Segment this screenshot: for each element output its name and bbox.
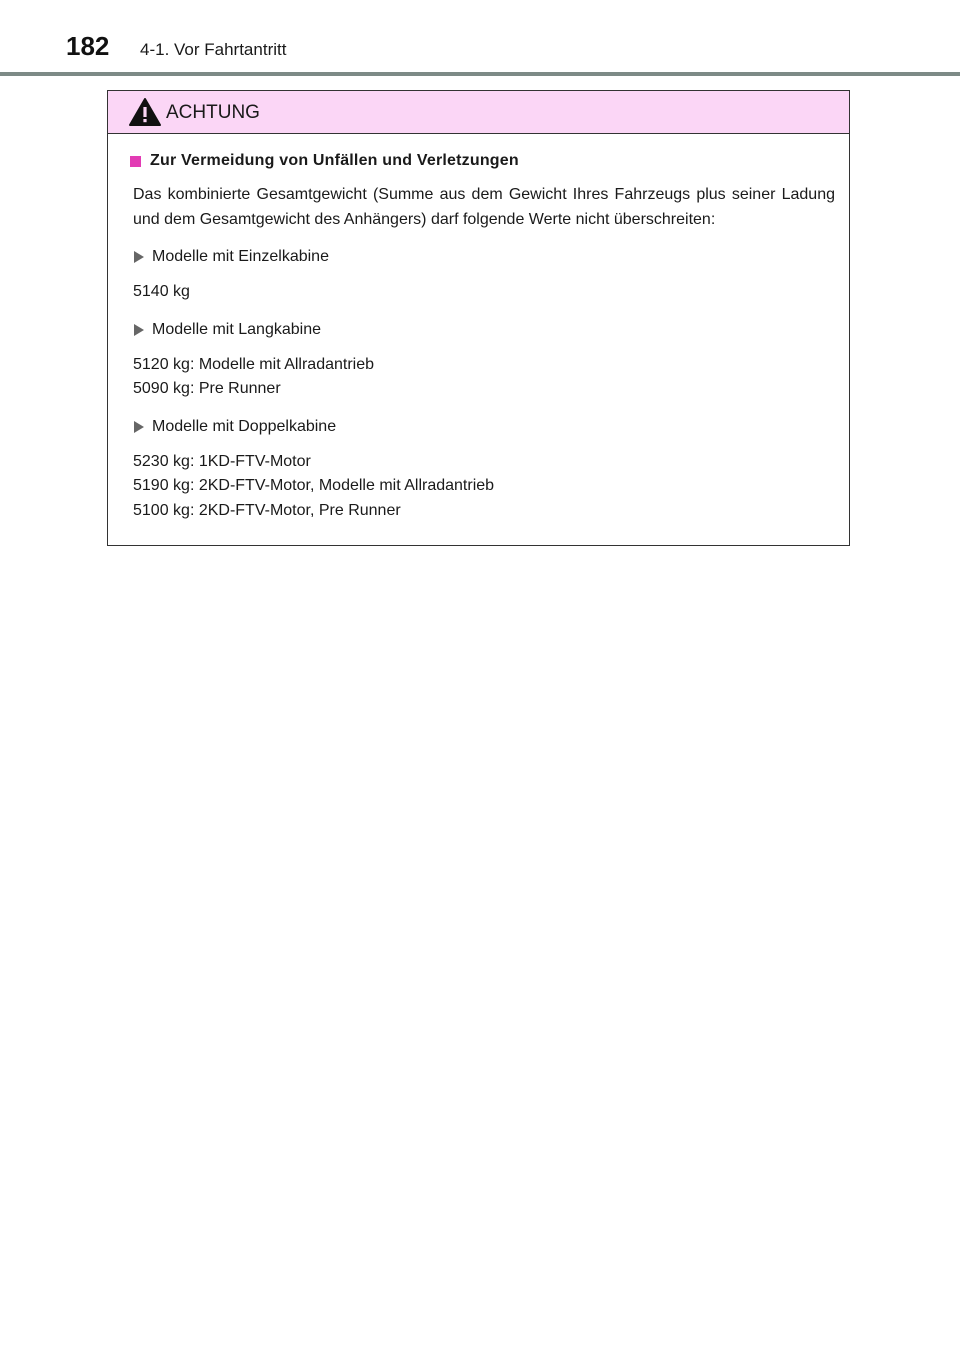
warning-header (108, 91, 849, 134)
weight-value: 5140 kg (133, 283, 190, 300)
warning-title: ACHTUNG (166, 102, 260, 123)
model-label: Modelle mit Doppelkabine (152, 417, 337, 435)
weight-value: 5120 kg: Modelle mit Allradantrieb (133, 355, 375, 373)
section-title: 4-1. Vor Fahrtantritt (140, 40, 287, 59)
model-heading (133, 418, 835, 436)
warning-body (108, 134, 849, 523)
triangle-bullet-icon (133, 323, 145, 337)
triangle-bullet-icon (133, 420, 145, 434)
warning-triangle-icon (128, 97, 162, 127)
weight-value: 5230 kg: 1KD-FTV-Motor (133, 452, 311, 470)
model-heading (133, 248, 835, 266)
model-label: Modelle mit Einzelkabine (152, 248, 329, 265)
triangle-bullet-icon (133, 250, 145, 264)
page-header (0, 0, 960, 78)
weight-value: 5090 kg: Pre Runner (133, 380, 281, 397)
header-divider (0, 72, 960, 76)
subheading-text: Zur Vermeidung von Unfällen und Verletzungen (150, 152, 519, 169)
weight-values (133, 450, 835, 524)
model-heading (133, 321, 835, 339)
intro-paragraph: Das kombinierte Gesamtgewicht (Summe aus dem Gewicht Ihres Fahrzeugs plus seiner Ladung und dem Gesamtgewicht des Anhängers) darf folgende Werte nicht überschreiten: (133, 186, 835, 228)
warning-box (107, 90, 850, 546)
weight-value: 5100 kg: 2KD-FTV-Motor, Pre Runner (133, 501, 401, 519)
weight-values (133, 280, 835, 305)
weight-values (133, 353, 835, 402)
page-number: 182 (66, 31, 110, 61)
square-bullet-icon (130, 156, 141, 167)
model-label: Modelle mit Langkabine (152, 320, 321, 338)
weight-value: 5190 kg: 2KD-FTV-Motor, Modelle mit Allradantrieb (133, 477, 495, 494)
warning-subheading (130, 152, 835, 170)
